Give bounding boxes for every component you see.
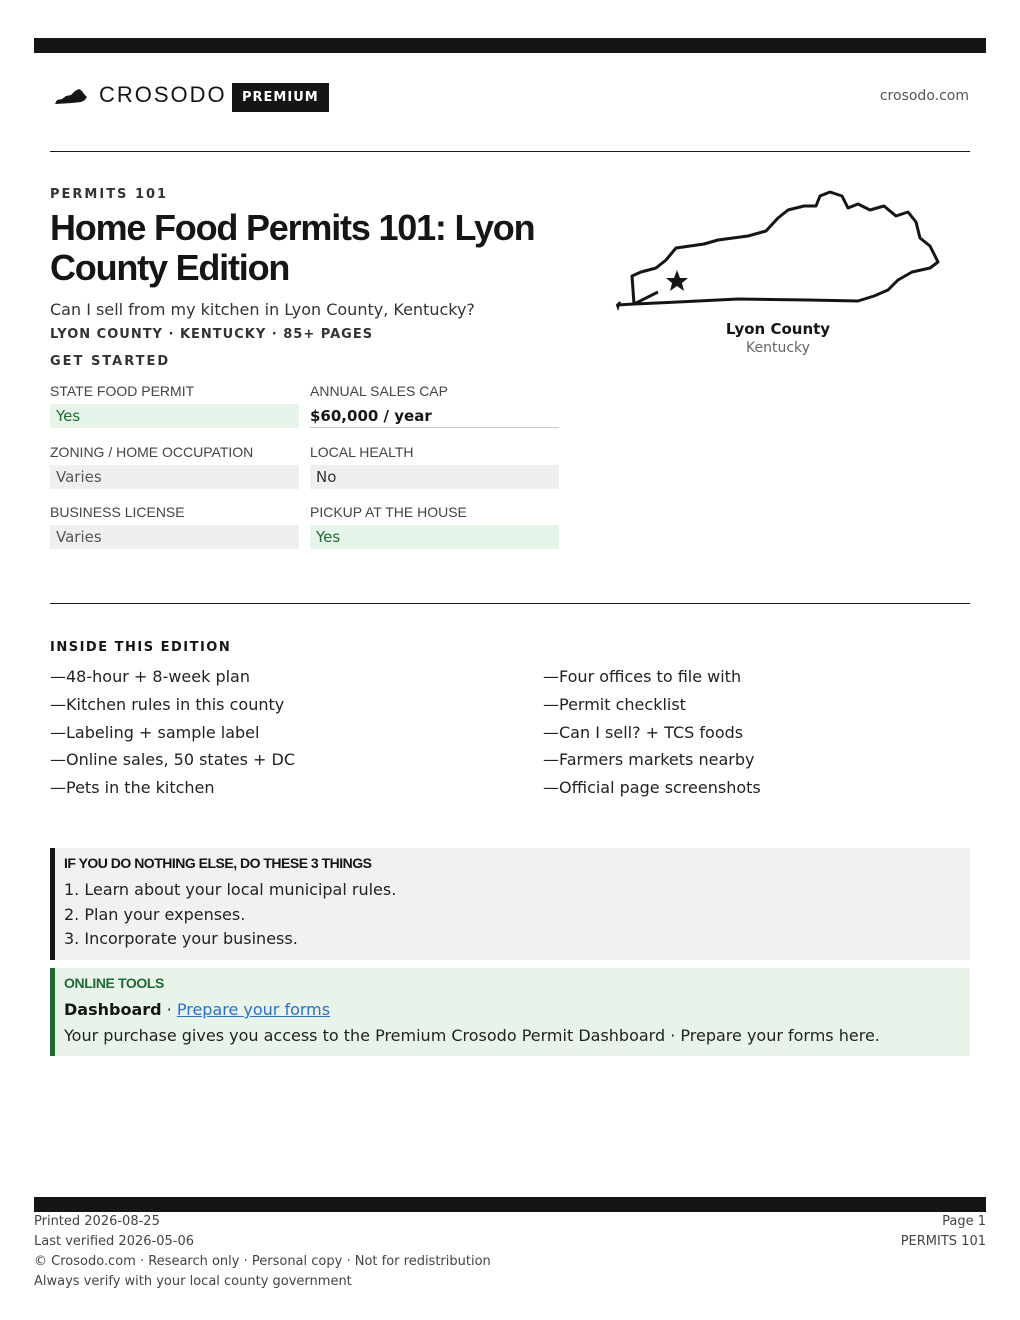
must-do-item: 3. Incorporate your business. bbox=[64, 929, 298, 948]
kentucky-state-icon bbox=[54, 88, 88, 106]
must-do-heading: IF YOU DO NOTHING ELSE, DO THESE 3 THINGS bbox=[64, 855, 372, 871]
page-subtitle: Can I sell from my kitchen in Lyon County, Kentucky? bbox=[50, 300, 475, 319]
must-do-item: 2. Plan your expenses. bbox=[64, 904, 246, 924]
bottom-bar bbox=[34, 1197, 986, 1212]
fact-state-food-permit bbox=[50, 381, 299, 428]
list-item: —Kitchen rules in this county bbox=[50, 694, 285, 714]
premium-badge: PREMIUM bbox=[232, 83, 329, 112]
must-do-box bbox=[50, 848, 970, 960]
header bbox=[50, 80, 970, 114]
dashboard-line bbox=[64, 999, 970, 1025]
list-item: —Official page screenshots bbox=[543, 778, 761, 798]
list-item: —Online sales, 50 states + DC bbox=[50, 750, 296, 770]
edition-meta: LYON COUNTY · KENTUCKY · 85+ PAGES bbox=[50, 327, 374, 342]
list-item: —Four offices to file with bbox=[543, 667, 742, 686]
fact-business-license bbox=[50, 502, 299, 549]
prepare-forms-link[interactable]: Prepare your forms bbox=[176, 1000, 331, 1019]
online-tools-heading: ONLINE TOOLS bbox=[64, 975, 164, 991]
list-item: —Pets in the kitchen bbox=[50, 778, 215, 798]
list-item: —Can I sell? + TCS foods bbox=[543, 722, 744, 742]
header-divider bbox=[50, 151, 970, 152]
dashboard-label: Dashboard bbox=[64, 1000, 162, 1019]
fact-value: Varies bbox=[50, 525, 299, 549]
fact-label: LOCAL HEALTH bbox=[310, 444, 414, 460]
fact-value: Varies bbox=[50, 465, 299, 489]
fact-local-health bbox=[310, 442, 559, 489]
footer-section: PERMITS 101 bbox=[900, 1234, 986, 1249]
get-started-heading: GET STARTED bbox=[50, 354, 171, 369]
map-state-label: Kentucky bbox=[746, 340, 810, 356]
inside-list-right bbox=[543, 666, 963, 805]
fact-pickup-at-house bbox=[310, 502, 559, 549]
list-item: —Farmers markets nearby bbox=[543, 750, 755, 770]
tools-description: Your purchase gives you access to the Premium Crosodo Permit Dashboard · Prepare your forms here. bbox=[64, 1026, 880, 1045]
fact-label: STATE FOOD PERMIT bbox=[50, 383, 195, 399]
kentucky-outline bbox=[617, 192, 938, 305]
fact-value: No bbox=[310, 465, 559, 489]
fact-label: ZONING / HOME OCCUPATION bbox=[50, 444, 254, 460]
fact-zoning bbox=[50, 442, 299, 489]
list-item: —Permit checklist bbox=[543, 694, 686, 714]
list-item: —Labeling + sample label bbox=[50, 722, 260, 742]
fact-label: BUSINESS LICENSE bbox=[50, 504, 185, 520]
kentucky-western-tip bbox=[617, 302, 620, 308]
list-item: —48-hour + 8-week plan bbox=[50, 667, 250, 686]
fact-value: Yes bbox=[50, 404, 299, 428]
inside-heading: INSIDE THIS EDITION bbox=[50, 640, 232, 655]
must-do-item: 1. Learn about your local municipal rules. bbox=[64, 880, 397, 899]
printed-date: Printed 2026-08-25 bbox=[34, 1214, 160, 1229]
fact-value: Yes bbox=[310, 525, 559, 549]
separator: · bbox=[161, 1000, 177, 1019]
fact-value: $60,000 / year bbox=[310, 407, 432, 425]
map-county-label: Lyon County bbox=[725, 320, 831, 338]
page-number: Page 1 bbox=[942, 1214, 986, 1229]
fact-annual-sales-cap bbox=[310, 381, 559, 428]
fact-label: PICKUP AT THE HOUSE bbox=[310, 504, 467, 520]
copyright: © Crosodo.com · Research only · Personal copy · Not for redistribution bbox=[34, 1254, 491, 1269]
star-icon bbox=[666, 270, 688, 291]
page-title: Home Food Permits 101: Lyon County Edition bbox=[50, 207, 535, 288]
online-tools-box bbox=[50, 968, 970, 1056]
top-bar bbox=[34, 38, 986, 53]
brand-name: CROSODO bbox=[99, 82, 227, 107]
disclaimer: Always verify with your local county government bbox=[34, 1274, 352, 1289]
verified-date: Last verified 2026-05-06 bbox=[34, 1234, 194, 1249]
inside-list-left bbox=[50, 666, 470, 805]
fact-label: ANNUAL SALES CAP bbox=[310, 383, 448, 399]
site-url[interactable]: crosodo.com bbox=[879, 88, 969, 104]
section-divider bbox=[50, 603, 970, 604]
footer-left bbox=[34, 1213, 491, 1293]
footer-right bbox=[901, 1213, 986, 1253]
kentucky-map bbox=[608, 188, 948, 312]
section-eyebrow: PERMITS 101 bbox=[50, 187, 169, 202]
